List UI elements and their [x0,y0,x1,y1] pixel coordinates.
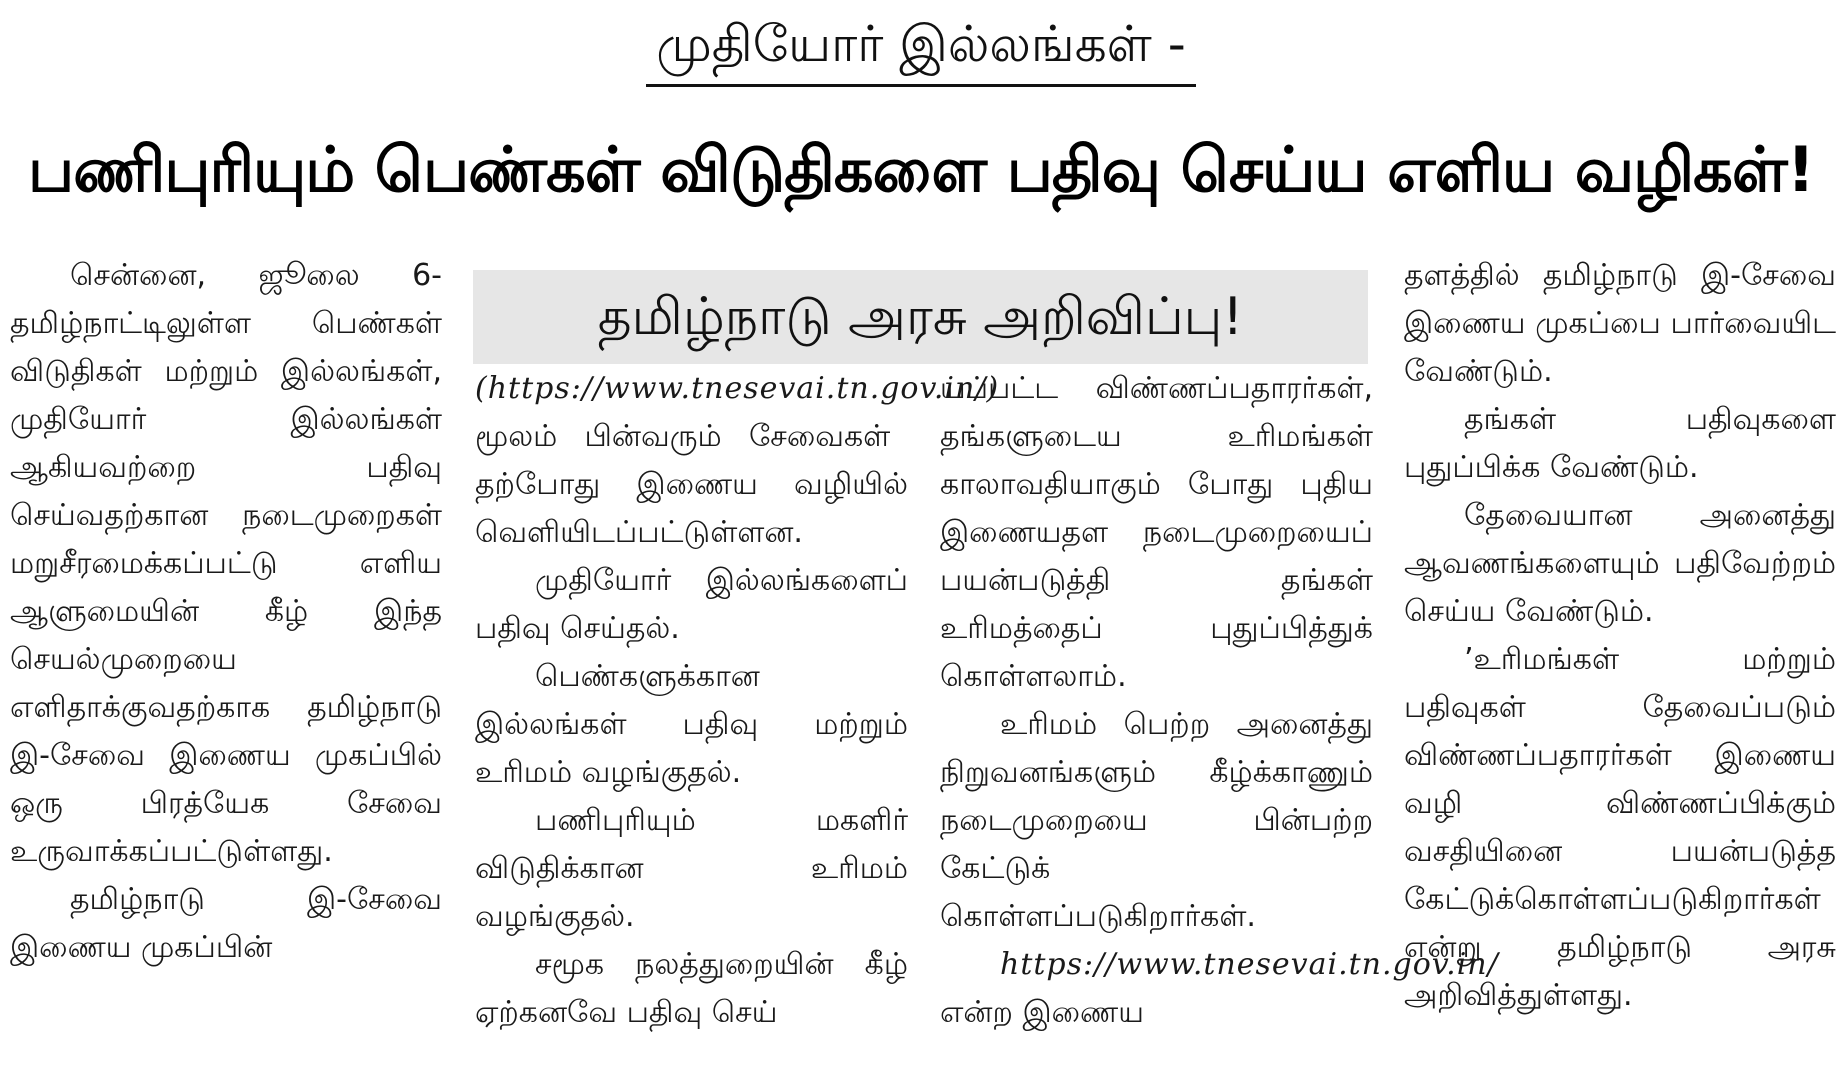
paragraph: தமிழ்நாடு இ-சேவை இணைய முகப்பின் [10,882,442,965]
paragraph: தேவையான அனைத்து ஆவணங்களையும் பதிவேற்றம் செய்ய வேண்டும். [1404,498,1836,629]
paragraph: சென்னை, ஜூலை 6- தமிழ்நாட்டிலுள்ள பெண்கள் விடுதிகள் மற்றும் இல்லங்கள், முதியோர் இல்லங்கள் ஆகியவற்றை பதிவு செய்வதற்கான நடைமுறைகள் மறுசீரமைக்கப்பட்டு எளிய ஆளுமையின் கீழ் இந்த செயல்முறையை எளிதாக்குவதற்காக தமிழ்நாடு இ-சேவை இணைய முகப்பில் ஒரு பிரத்யேக சேவை உருவாக்கப்பட்டுள்ளது. [10,258,442,869]
paragraph: தங்கள் பதிவுகளை புதுப்பிக்க வேண்டும். [1404,402,1836,485]
kicker-row [0,8,1842,87]
paragraph: உரிமம் பெற்ற அனைத்து நிறுவனங்களும் கீழ்க்காணும் நடைமுறையை பின்பற்ற கேட்டுக் கொள்ளப்படுகிறார்கள். [940,707,1373,934]
list-item: முதியோர் இல்லங்களைப் பதிவு செய்தல். [475,563,908,646]
website-url: https://www.tnesevai.tn.gov.in/ [1000,947,1499,982]
website-url: (https://www.tnesevai.tn.gov.in/) [475,371,1000,406]
article-column-2 [475,365,1000,1070]
list-item: பணிபுரியும் மகளிர் விடுதிக்கான உரிமம் வழங்குதல். [475,803,908,934]
paragraph-text: மூலம் பின்வரும் சேவைகள் தற்போது இணைய வழியில் வெளியிடப்பட்டுள்ளன. [475,419,908,550]
main-headline: பணிபுரியும் பெண்கள் விடுதிகளை பதிவு செய்ய எளிய வழிகள்! [27,133,1814,206]
list-item: பெண்களுக்கான இல்லங்கள் பதிவு மற்றும் உரிமம் வழங்குதல். [475,659,908,790]
article-column-1 [10,252,442,1070]
boxed-subheadline: தமிழ்நாடு அரசு அறிவிப்பு! [473,270,1368,364]
article-column-3 [940,365,1499,1070]
article-column-4 [1404,252,1836,1070]
paragraph: சமூக நலத்துறையின் கீழ் ஏற்கனவே பதிவு செய் [475,947,908,1030]
paragraph: தளத்தில் தமிழ்நாடு இ-சேவை இணைய முகப்பை பார்வையிட வேண்டும். [1404,258,1836,389]
kicker-heading: முதியோர் இல்லங்கள் - [646,8,1195,87]
paragraph: யப்பட்ட விண்ணப்பதாரர்கள், தங்களுடைய உரிமங்கள் காலாவதியாகும் போது புதிய இணையதள நடைமுறையைப் பயன்படுத்தி தங்கள் உரிமத்தைப் புதுப்பித்துக் கொள்ளலாம். [940,371,1373,694]
paragraph: ’உரிமங்கள் மற்றும் பதிவுகள் தேவைப்படும் விண்ணப்பதாரர்கள் இணைய வழி விண்ணப்பிக்கும் வசதியினை பயன்படுத்த கேட்டுக்கொள்ளப்படுகிறார்கள் என்று தமிழ்நாடு அரசு அறிவித்துள்ளது. [1404,642,1836,1013]
paragraph-text: என்ற இணைய [940,995,1144,1030]
paragraph [940,941,1499,1037]
paragraph [475,365,1000,557]
